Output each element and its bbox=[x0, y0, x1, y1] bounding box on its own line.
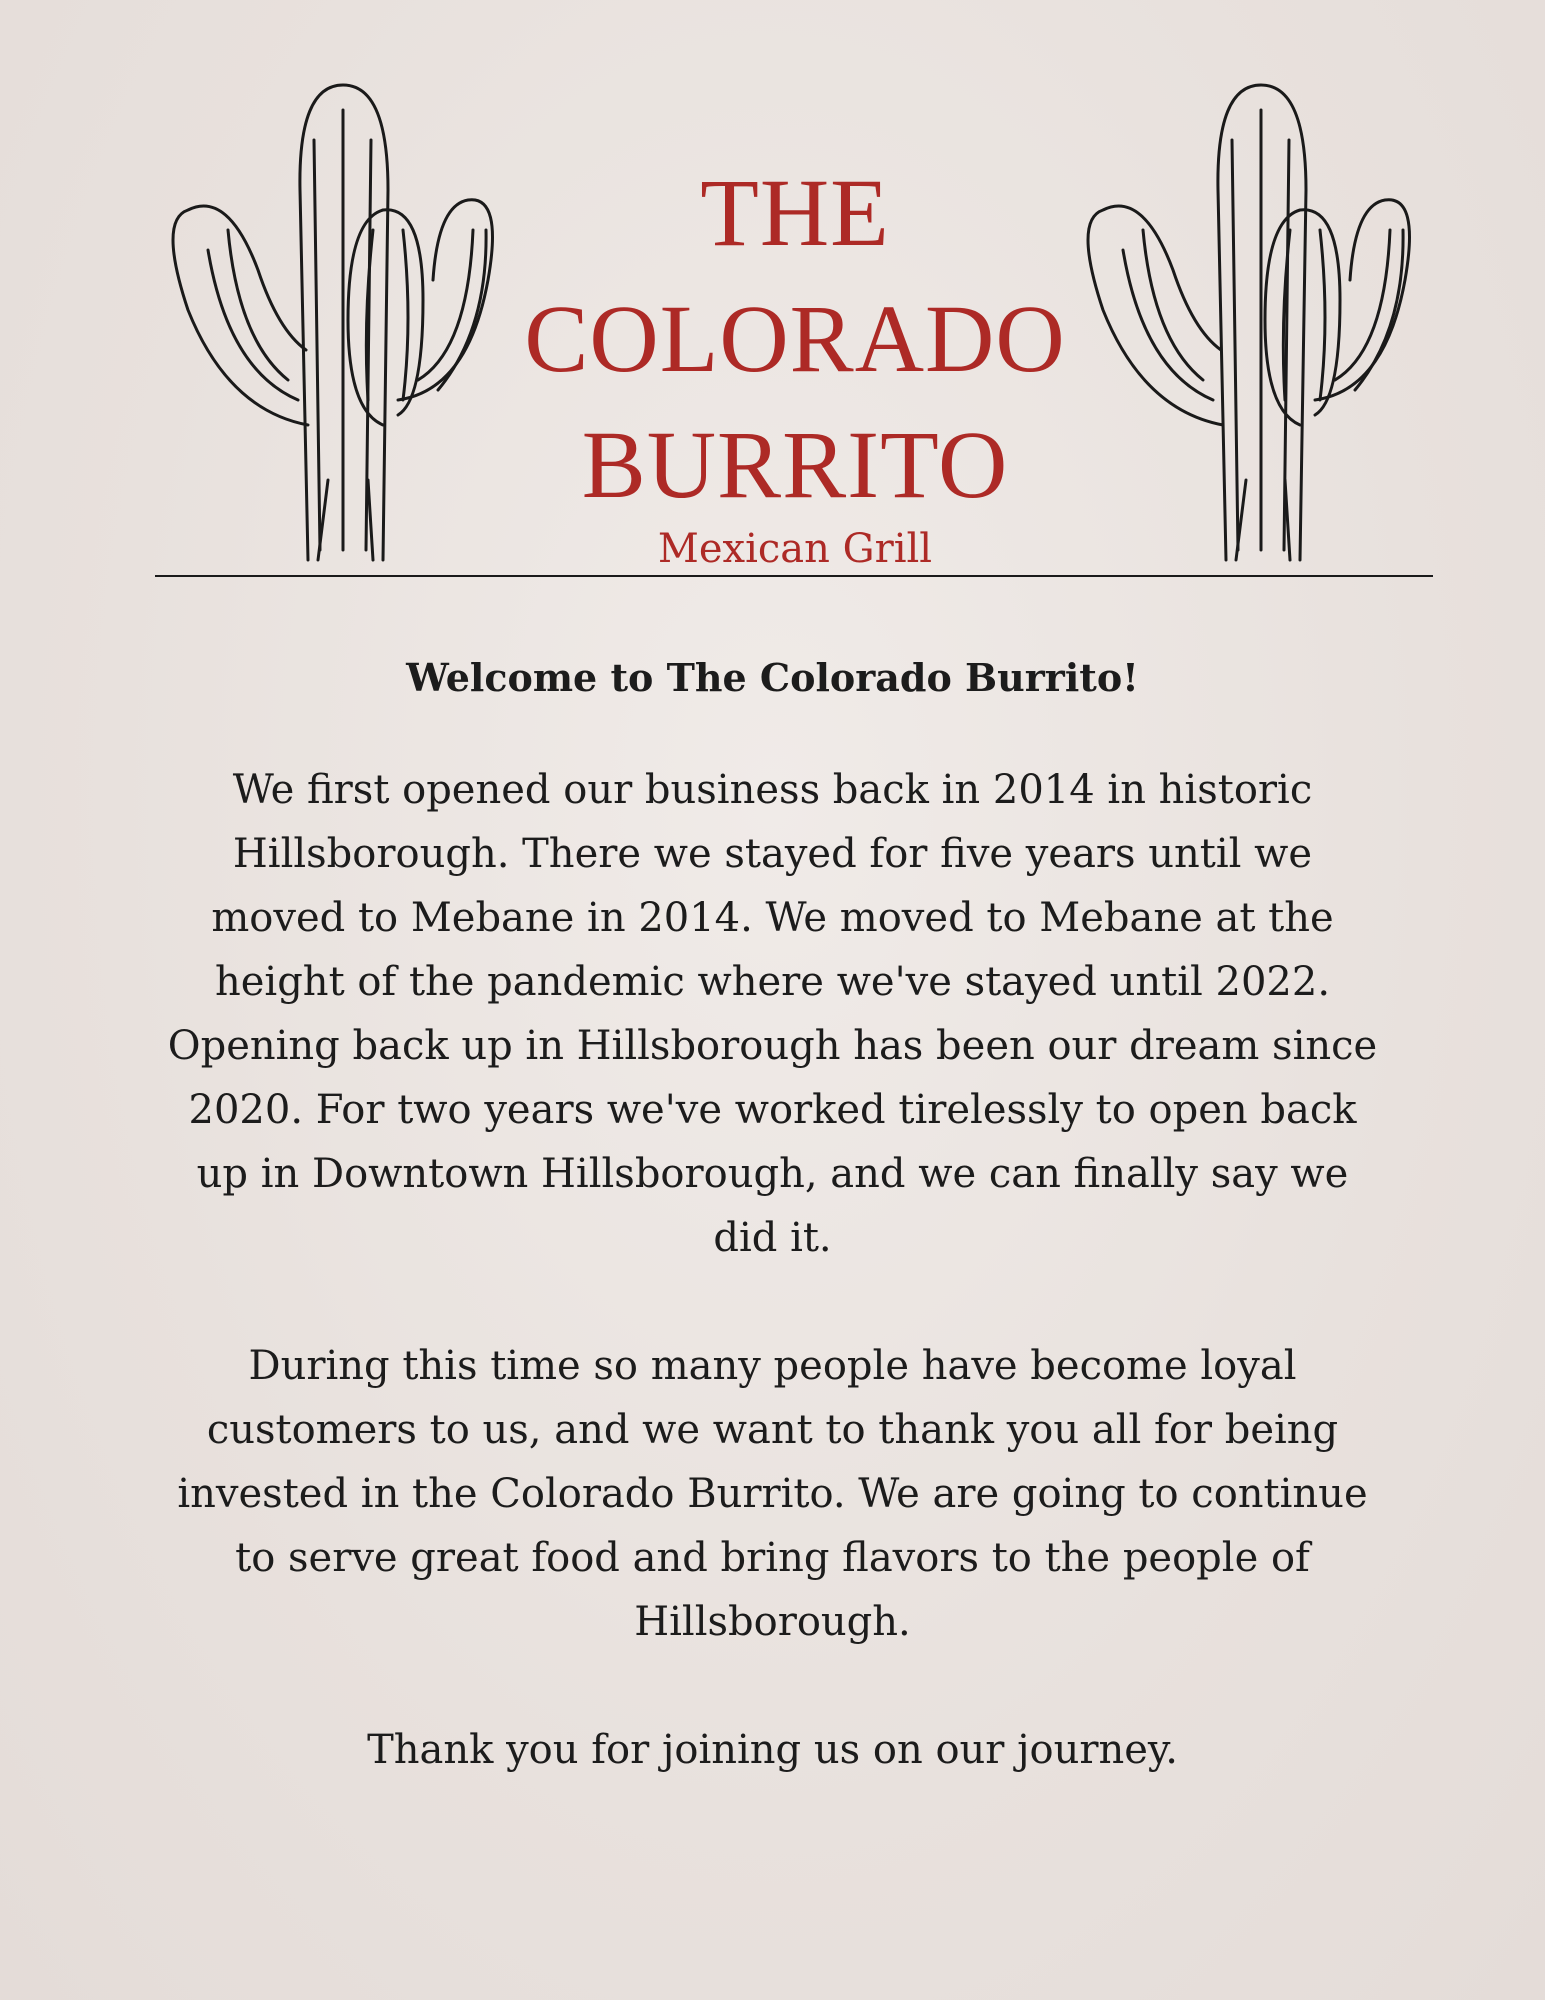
welcome-letter bbox=[160, 650, 1385, 1846]
title-line-1: THE bbox=[700, 159, 890, 266]
title-line-3: BURRITO bbox=[581, 411, 1009, 518]
title-line-2: COLORADO bbox=[524, 285, 1066, 392]
closing-line: Thank you for joining us on our journey. bbox=[367, 1727, 1178, 1773]
thanks-paragraph: During this time so many people have become loyal customers to us, and we want to thank you all for being invested in the Colorado Burrito. We are going to continue to serve great food and bring flavors to the people of Hillsborough. bbox=[177, 1343, 1368, 1645]
history-paragraph: We first opened our business back in 2014 in historic Hillsborough. There we stayed for five years until we moved to Mebane in 2014. We moved to Mebane at the height of the pandemic where we've stayed until 2022. Opening back up in Hillsborough has been our dream since 2020. For two years we've worked tirelessly to open back up in Downtown Hillsborough, and we can finally say we did it. bbox=[167, 767, 1378, 1261]
cactus-icon bbox=[168, 80, 528, 565]
restaurant-subtitle: Mexican Grill bbox=[657, 526, 933, 572]
header-divider bbox=[155, 575, 1433, 577]
welcome-heading: Welcome to The Colorado Burrito! bbox=[406, 655, 1139, 700]
cactus-icon bbox=[1078, 80, 1438, 565]
restaurant-title bbox=[500, 150, 1090, 572]
